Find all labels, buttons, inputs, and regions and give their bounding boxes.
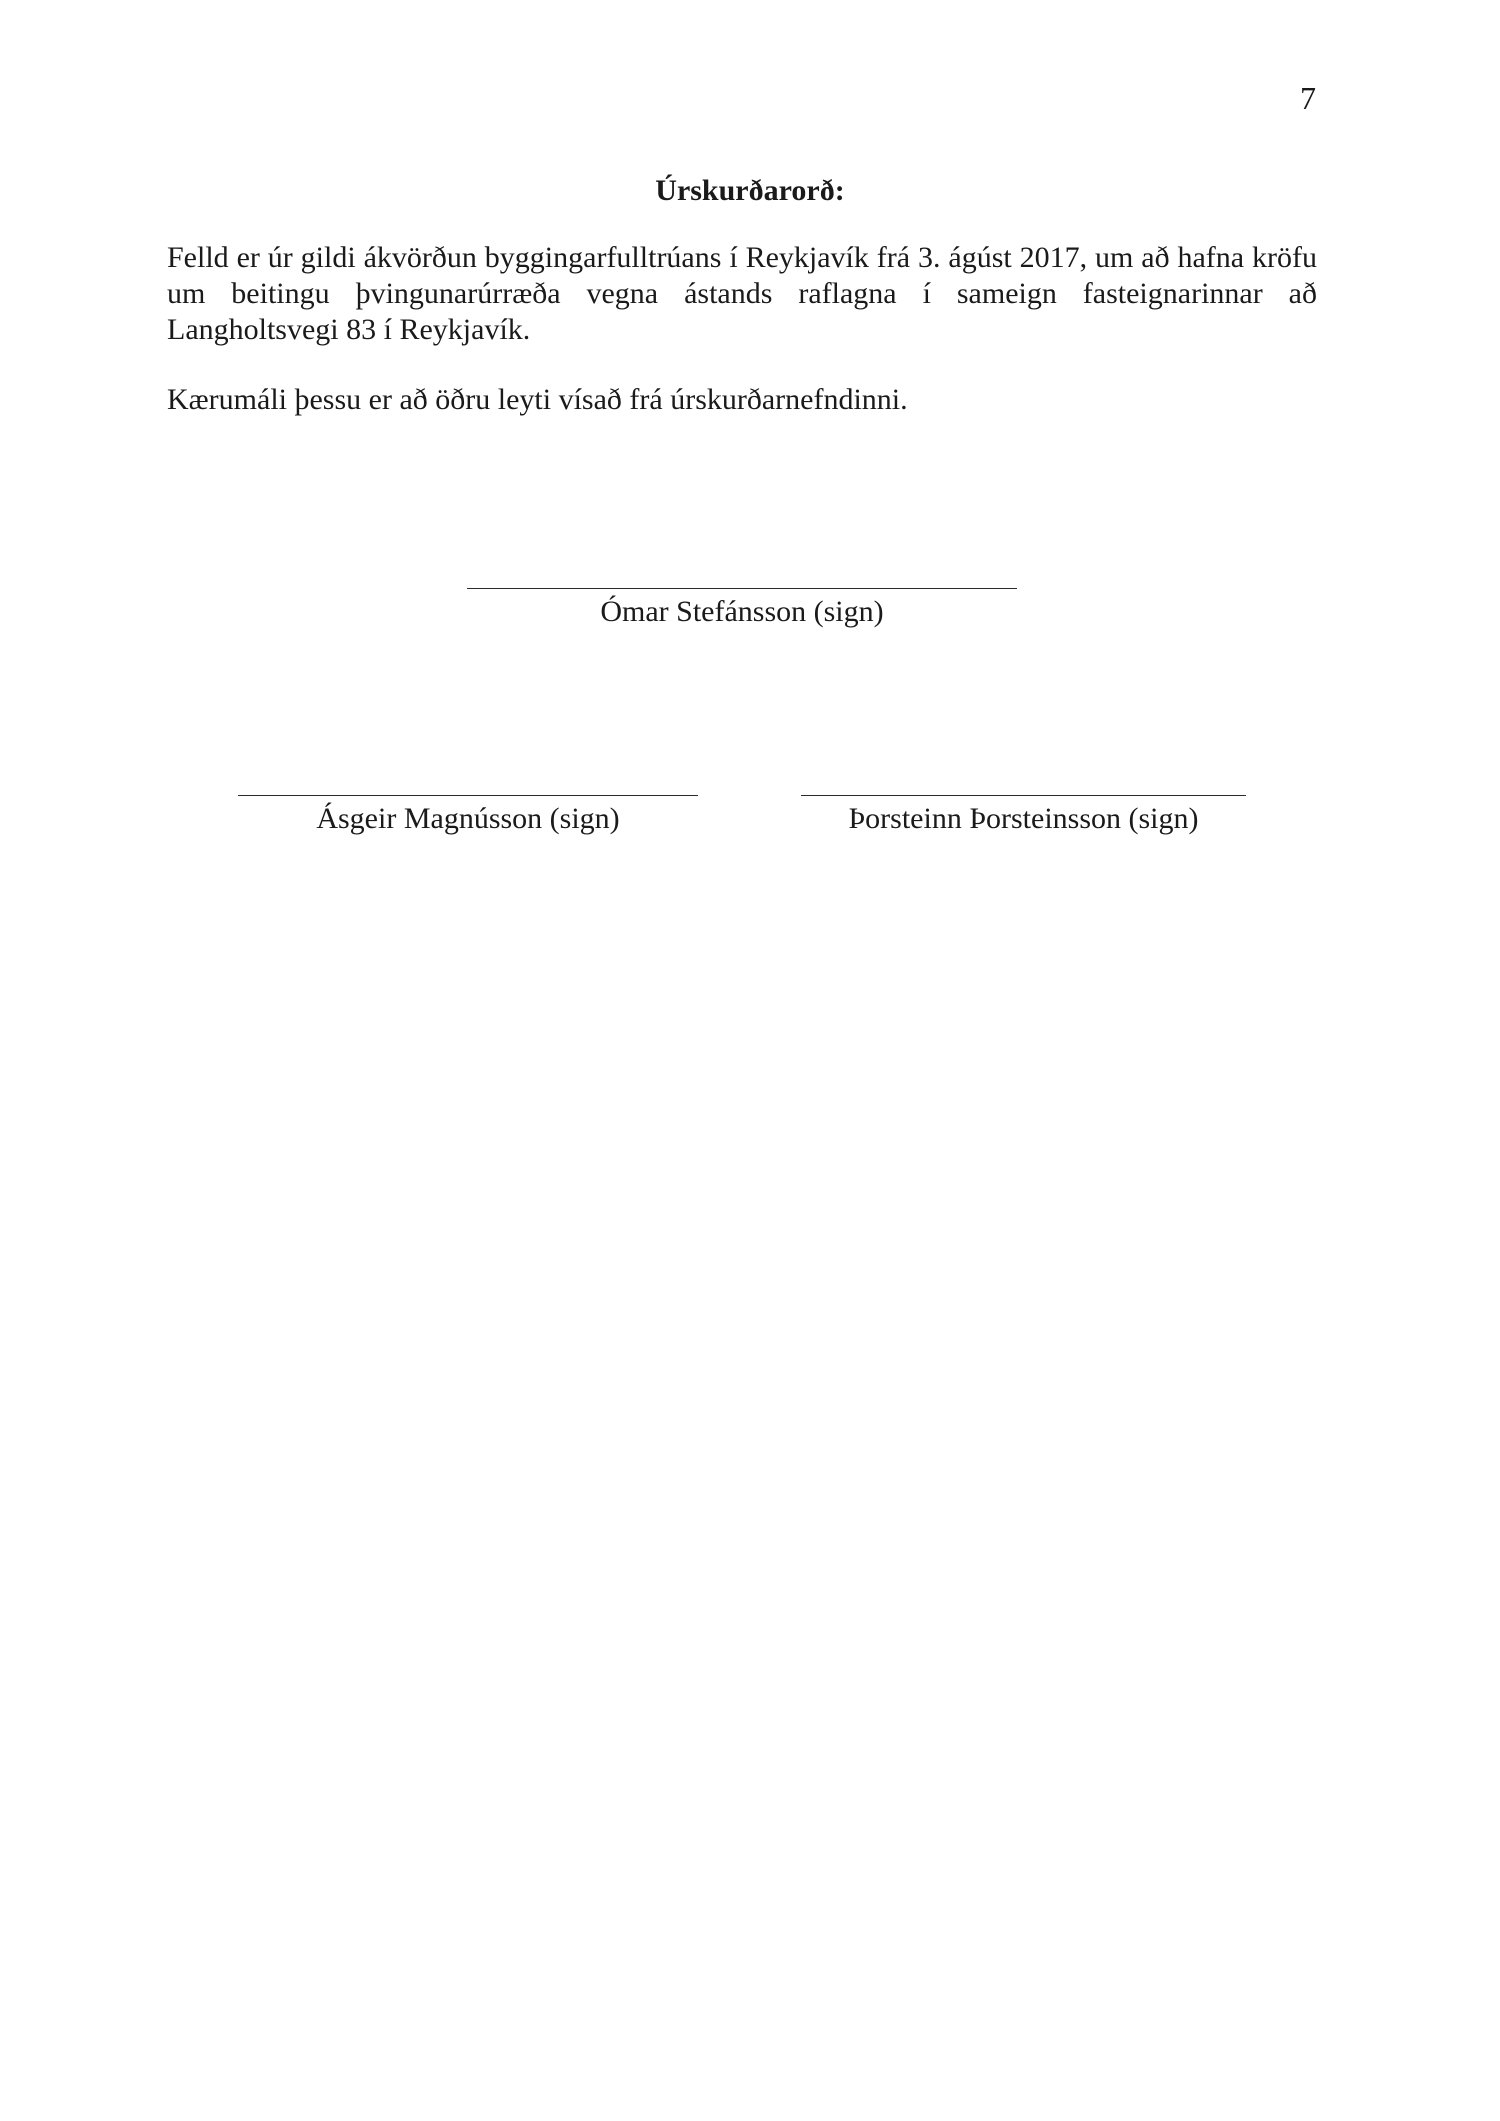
signature-block-left xyxy=(238,795,698,834)
signature-block-chair xyxy=(467,588,1017,627)
signature-line xyxy=(238,795,698,796)
signature-line xyxy=(801,795,1246,796)
signature-block-right xyxy=(801,795,1246,834)
page-number: 7 xyxy=(1300,80,1316,116)
ruling-heading: Úrskurðarorð: xyxy=(655,174,845,207)
signature-name: Þorsteinn Þorsteinsson (sign) xyxy=(848,802,1199,835)
signature-name: Ómar Stefánsson (sign) xyxy=(600,595,884,628)
ruling-paragraph-1: Felld er úr gildi ákvörðun byggingarfulltrúans í Reykjavík frá 3. ágúst 2017, um að hafna kröfu um beitingu þvingunarúrræða vegna ástands raflagna í sameign fasteignarinnar að Langholtsvegi 83 í Reykjavík. xyxy=(167,241,1317,346)
signature-line xyxy=(467,588,1017,589)
signature-name: Ásgeir Magnússon (sign) xyxy=(316,802,620,835)
ruling-paragraph-2: Kærumáli þessu er að öðru leyti vísað frá úrskurðarnefndinni. xyxy=(167,383,908,416)
